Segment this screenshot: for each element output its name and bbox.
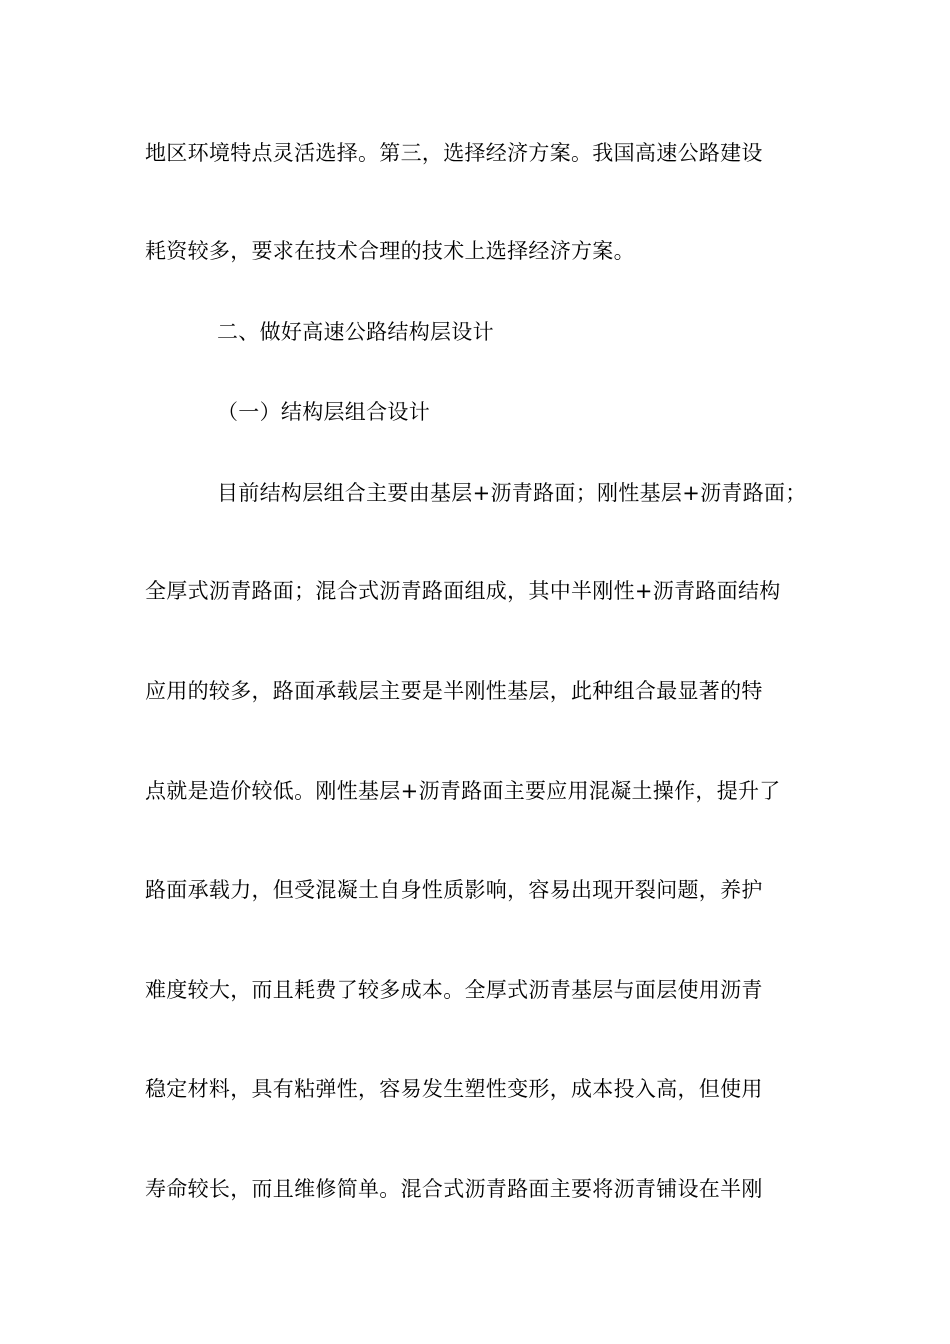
section-heading: 二、做好高速公路结构层设计 — [217, 320, 494, 344]
paragraph-line: 耗资较多，要求在技术合理的技术上选择经济方案。 — [145, 239, 635, 263]
paragraph-line: 点就是造价较低。刚性基层+沥青路面主要应用混凝土操作，提升了 — [145, 779, 781, 803]
paragraph-line: 全厚式沥青路面；混合式沥青路面组成，其中半刚性+沥青路面结构 — [145, 579, 781, 603]
subsection-heading: （一）结构层组合设计 — [217, 400, 430, 424]
paragraph-line: 难度较大，而且耗费了较多成本。全厚式沥青基层与面层使用沥青 — [145, 978, 763, 1002]
paragraph-line: 地区环境特点灵活选择。第三，选择经济方案。我国高速公路建设 — [145, 141, 763, 165]
paragraph-line: 应用的较多，路面承载层主要是半刚性基层，此种组合最显著的特 — [145, 679, 763, 703]
paragraph-line: 寿命较长，而且维修简单。混合式沥青路面主要将沥青铺设在半刚 — [145, 1177, 763, 1201]
paragraph-line: 稳定材料，具有粘弹性，容易发生塑性变形，成本投入高，但使用 — [145, 1077, 763, 1101]
paragraph-line: 路面承载力，但受混凝土自身性质影响，容易出现开裂问题，养护 — [145, 878, 763, 902]
paragraph-line: 目前结构层组合主要由基层+沥青路面；刚性基层+沥青路面； — [217, 481, 807, 505]
